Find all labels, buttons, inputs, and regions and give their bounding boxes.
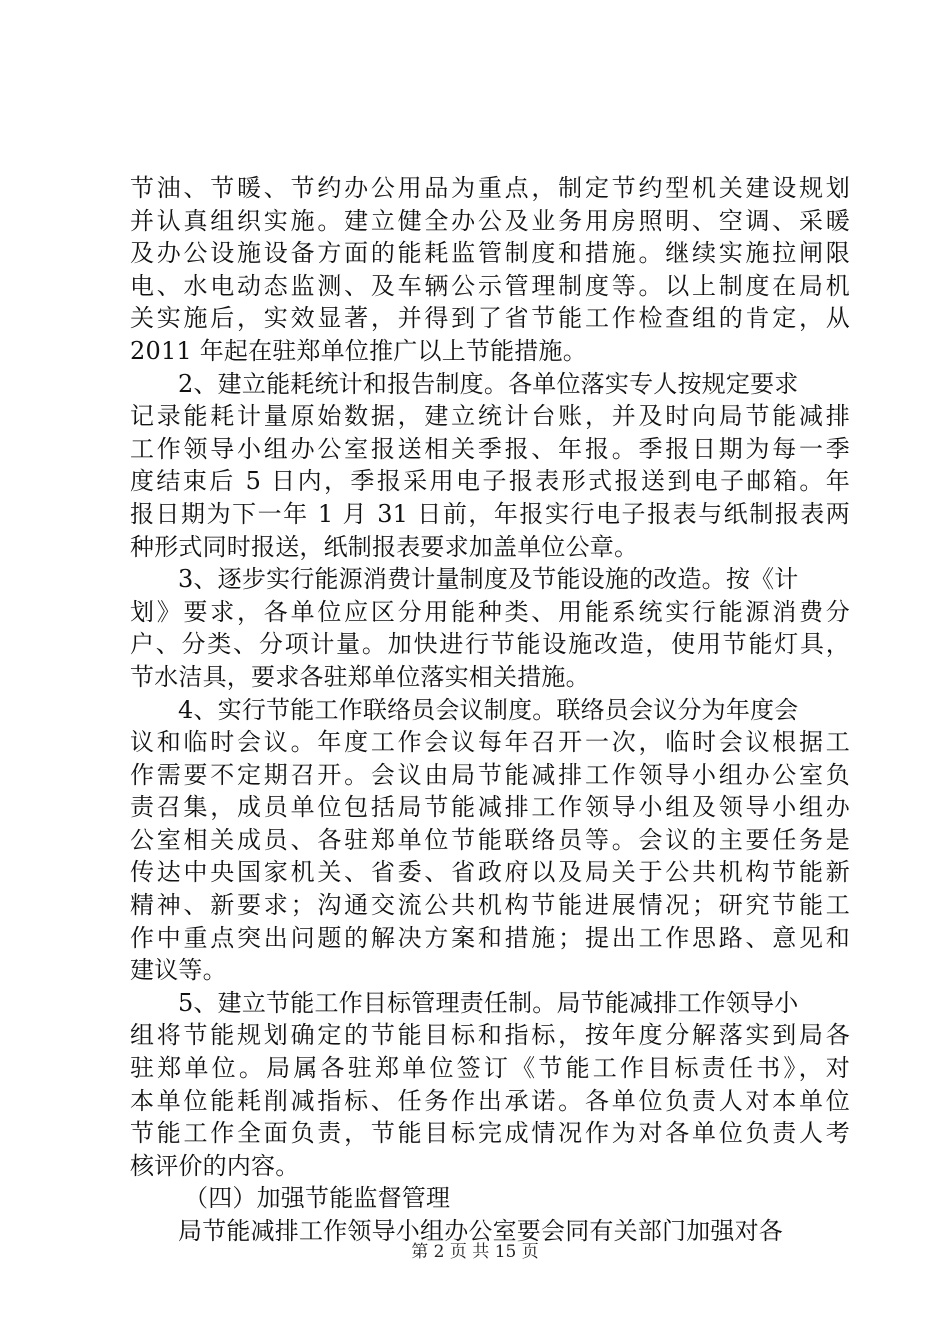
paragraph-2-first-line: 2、建立能耗统计和报告制度。各单位落实专人按规定要求	[178, 369, 799, 398]
page-footer: 第 2 页 共 15 页	[411, 1242, 539, 1262]
body-line: 户、分类、分项计量。加快进行节能设施改造，使用节能灯具，	[130, 630, 850, 659]
body-line: 节油、节暖、节约办公用品为重点，制定节约型机关建设规划	[130, 174, 850, 202]
body-line: 工作领导小组办公室报送相关季报、年报。季报日期为每一季	[130, 434, 850, 463]
body-line: 本单位能耗削减指标、任务作出承诺。各单位负责人对本单位	[130, 1086, 850, 1115]
paragraph-5-first-line: 5、建立节能工作目标管理责任制。局节能减排工作领导小	[178, 988, 799, 1017]
body-line: 电、水电动态监测、及车辆公示管理制度等。以上制度在局机	[130, 271, 850, 300]
body-line: 精神、新要求；沟通交流公共机构节能进展情况；研究节能工	[130, 891, 850, 920]
paragraph-3-first-line: 3、逐步实行能源消费计量制度及节能设施的改造。按《计	[178, 565, 799, 594]
body-line: 关实施后，实效显著，并得到了省节能工作检查组的肯定，从	[130, 304, 850, 333]
body-line: 并认真组织实施。建立健全办公及业务用房照明、空调、采暖	[130, 206, 850, 235]
body-line: 划》要求，各单位应区分用能种类、用能系统实行能源消费分	[130, 597, 850, 626]
body-line: 种形式同时报送，纸制报表要求加盖单位公章。	[130, 532, 639, 561]
document-body	[130, 172, 850, 1248]
body-line: 作需要不定期召开。会议由局节能减排工作领导小组办公室负	[130, 760, 850, 789]
body-line: 建议等。	[130, 956, 227, 985]
body-line: 议和临时会议。年度工作会议每年召开一次，临时会议根据工	[130, 728, 850, 757]
body-line: 组将节能规划确定的节能目标和指标，按年度分解落实到局各	[130, 1021, 850, 1050]
body-line: 记录能耗计量原始数据，建立统计台账，并及时向局节能减排	[130, 402, 850, 431]
body-line: 传达中央国家机关、省委、省政府以及局关于公共机构节能新	[130, 858, 850, 887]
body-line: 2011 年起在驻郑单位推广以上节能措施。	[130, 336, 587, 365]
section-heading: （四）加强节能监督管理	[184, 1184, 451, 1213]
paragraph-first-line: 局节能减排工作领导小组办公室要会同有关部门加强对各	[178, 1217, 783, 1245]
body-line: 责召集，成员单位包括局节能减排工作领导小组及领导小组办	[130, 793, 850, 822]
body-line: 作中重点突出问题的解决方案和措施；提出工作思路、意见和	[130, 923, 850, 952]
body-line: 节水洁具，要求各驻郑单位落实相关措施。	[130, 662, 590, 691]
body-line: 驻郑单位。局属各驻郑单位签订《节能工作目标责任书》，对	[130, 1054, 850, 1083]
body-line: 核评价的内容。	[130, 1151, 300, 1180]
paragraph-4-first-line: 4、实行节能工作联络员会议制度。联络员会议分为年度会	[178, 695, 799, 724]
body-line: 公室相关成员、各驻郑单位节能联络员等。会议的主要任务是	[130, 825, 850, 854]
body-line: 报日期为下一年 1 月 31 日前，年报实行电子报表与纸制报表两	[130, 499, 850, 528]
body-line: 度结束后 5 日内，季报采用电子报表形式报送到电子邮箱。年	[130, 467, 850, 496]
body-line: 及办公设施设备方面的能耗监管制度和措施。继续实施拉闸限	[130, 239, 850, 268]
body-line: 节能工作全面负责，节能目标完成情况作为对各单位负责人考	[130, 1119, 850, 1148]
